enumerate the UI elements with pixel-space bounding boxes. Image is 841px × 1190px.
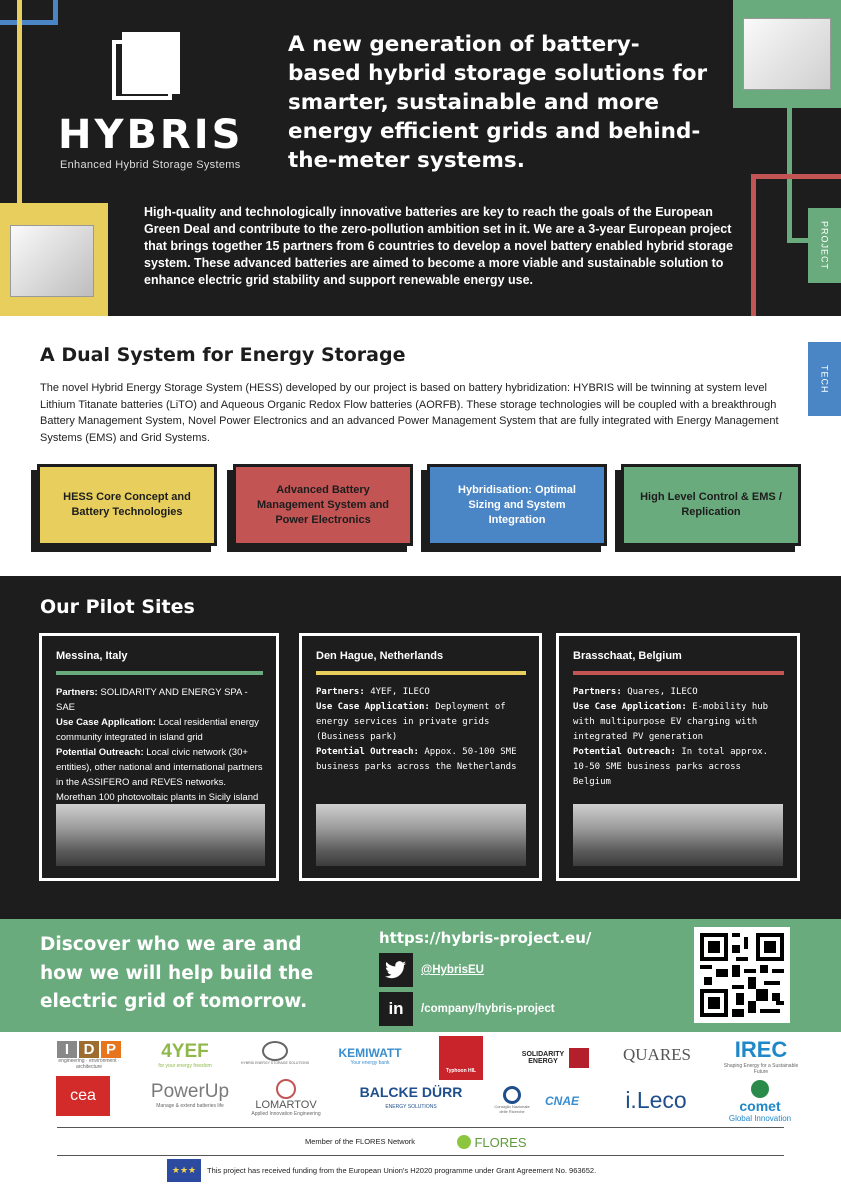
pilots-title: Our Pilot Sites xyxy=(40,596,195,618)
partners-divider-bottom xyxy=(57,1155,784,1156)
outreach-label: Potential Outreach: xyxy=(573,747,676,757)
outreach-value: In total approx. 10-50 SME business parks across Belgium xyxy=(573,747,769,787)
pilot-details xyxy=(316,685,526,775)
partner-logo-lomartov xyxy=(248,1074,324,1122)
partner-logo-cnr xyxy=(490,1080,534,1120)
card-high-level-control xyxy=(621,464,801,546)
partner-logo-ileco xyxy=(608,1084,704,1116)
tech-text: The novel Hybrid Energy Storage System (HESS) developed by our project is based on battery hybridization: HYBRIS will be twinning at system level Lithium Titanate batteries (LiTO) and Aqueous Organic Redox Flow batteries (AORFB). These storage technologies will be coupled with a breakthrough Battery Management System, Novel Power Electronics and an advanced Power Management System that are fully integrated with Energy Management Systems (EMS) and Grid Systems. xyxy=(40,382,779,444)
partners-value: Quares, ILECO xyxy=(627,687,698,697)
partner-name: Typhoon HIL xyxy=(445,1068,477,1074)
hybrid-logo-icon xyxy=(262,1041,288,1061)
pilot-details xyxy=(573,685,784,790)
partner-logo-powerup xyxy=(142,1078,238,1112)
outreach-label: Potential Outreach: xyxy=(316,747,419,757)
partner-subtitle: Shaping Energy for a Sustainable Future xyxy=(723,1063,799,1075)
card-label: HESS Core Concept and Battery Technologies xyxy=(63,491,191,518)
linkedin-handle: /company/hybris-project xyxy=(421,1003,555,1015)
cta-text: Discover who we are and how we will help build the electric grid of tomorrow. xyxy=(40,934,314,1012)
pilot-name: Den Hague, Netherlands xyxy=(316,650,444,662)
partners-label: Partners: xyxy=(56,687,98,698)
partner-logo-hybrid-energy xyxy=(236,1036,314,1070)
partner-logo-comet xyxy=(724,1078,796,1124)
partner-subtitle: Your energy bank xyxy=(350,1060,390,1066)
partner-name: HYBRID ENERGY STORAGE SOLUTIONS xyxy=(240,1061,310,1065)
logo-square-fill xyxy=(122,32,180,94)
brand-name: HYBRIS xyxy=(58,112,244,158)
cnr-logo-icon xyxy=(503,1086,521,1104)
twitter-link[interactable] xyxy=(379,953,484,987)
partner-logo-quares xyxy=(621,1042,693,1068)
lomartov-logo-icon xyxy=(276,1079,296,1099)
battery-image-top xyxy=(733,0,841,108)
partner-name: comet xyxy=(739,1097,781,1114)
hero-section xyxy=(0,0,841,316)
partners-label: Partners: xyxy=(573,687,622,697)
card-label: Hybridisation: Optimal Sizing and System Integration xyxy=(458,483,576,526)
website-link[interactable]: https://hybris-project.eu/ xyxy=(379,929,592,947)
partners-value: 4YEF, ILECO xyxy=(370,687,430,697)
pilot-name: Messina, Italy xyxy=(56,650,128,662)
partner-logo-balcke-durr xyxy=(356,1082,466,1118)
partners-value: SOLIDARITY AND ENERGY SPA - SAE xyxy=(56,687,248,713)
twitter-icon xyxy=(379,953,413,987)
outreach-label: Potential Outreach: xyxy=(56,747,144,758)
flores-member-text: Member of the FLORES Network xyxy=(305,1137,416,1146)
partner-name: SOLIDARITY ENERGY xyxy=(521,1051,565,1065)
pilot-color-bar xyxy=(56,671,263,675)
decor-line-green-h xyxy=(787,238,809,243)
use-case-value: Deployment of energy services in private grids (Business park) xyxy=(316,702,506,742)
tab-project-label: PROJECT xyxy=(819,220,830,270)
pilot-color-bar xyxy=(316,671,526,675)
flores-name: FLORES xyxy=(474,1134,527,1150)
linkedin-link[interactable] xyxy=(379,992,555,1026)
pilot-name: Brasschaat, Belgium xyxy=(573,650,682,662)
use-case-label: Use Case Application: xyxy=(316,702,430,712)
partners-divider-top xyxy=(57,1127,784,1128)
partner-logo-cea xyxy=(56,1076,110,1116)
outreach-value: Local civic network (30+ entities), other national and international partners in the ASSIFERO and REVES networks. Morethan 100 photovoltaic plants in Sicily island xyxy=(56,747,263,803)
idp-letter-d: D xyxy=(79,1041,99,1058)
pilot-card-den-hague xyxy=(299,633,542,881)
card-label: High Level Control & EMS / Replication xyxy=(640,491,782,518)
flores-logo xyxy=(446,1130,538,1154)
hero-title: A new generation of battery-based hybrid storage solutions for smarter, sustainable and more energy efficient grids and behind-the-meter systems. xyxy=(288,32,708,173)
tab-tech-label: TECH xyxy=(819,364,830,394)
partner-logo-irec xyxy=(720,1037,802,1075)
funding-text: This project has received funding from the European Union's H2020 programme under Grant Agreement No. 963652. xyxy=(207,1166,597,1175)
pilot-color-bar xyxy=(573,671,784,675)
cta-section xyxy=(0,919,841,1032)
partner-subtitle: for your energy freedom xyxy=(158,1063,212,1069)
pilot-photo xyxy=(316,804,526,866)
solidarity-logo-icon xyxy=(569,1048,589,1068)
use-case-label: Use Case Application: xyxy=(573,702,687,712)
decor-line-red xyxy=(751,174,841,179)
partner-name: 4YEF xyxy=(161,1041,209,1062)
use-case-label: Use Case Application: xyxy=(56,717,156,728)
qr-code[interactable] xyxy=(694,927,790,1023)
partner-name: BALCKE DÜRR xyxy=(359,1084,463,1100)
linkedin-icon: in xyxy=(379,992,413,1026)
pilot-details xyxy=(56,685,263,820)
use-case-value: E-mobility hub with multipurpose EV charging with integrated PV generation xyxy=(573,702,769,742)
hero-text: High-quality and technologically innovative batteries are key to reach the goals of the European Green Deal and contribute to the zero-pollution ambition set in it. We are a 3-year European project that brings together 15 partners from 6 countries to develop a novel battery enabled hybrid storage system. These advanced batteries are aimed to become a more viable and sustainable solution to enhance electric grid stability and support renewable energy use. xyxy=(144,205,734,287)
brand-tagline: Enhanced Hybrid Storage Systems xyxy=(60,159,241,171)
partner-subtitle: Applied Innovation Engineering xyxy=(251,1111,321,1117)
eu-flag-icon: ★★★ xyxy=(167,1159,201,1182)
partner-name: QUARES xyxy=(622,1045,691,1064)
partner-subtitle: Global Innovation xyxy=(728,1113,792,1123)
partner-logo-typhoon xyxy=(439,1036,483,1080)
pilot-card-messina xyxy=(39,633,279,881)
partner-logo-idp xyxy=(55,1040,123,1070)
decor-line-red-vertical xyxy=(751,174,756,316)
idp-letter-i: I xyxy=(57,1041,77,1058)
partner-logo-4yef xyxy=(150,1040,220,1070)
use-case-value: Local residential energy community integrated in island grid xyxy=(56,717,259,743)
qr-code-image xyxy=(700,933,784,1017)
decor-line-yellow xyxy=(17,0,22,206)
pilots-section xyxy=(0,576,841,919)
partner-name: CNAE xyxy=(544,1094,579,1108)
twitter-handle: @HybrisEU xyxy=(421,964,484,976)
pilot-photo xyxy=(56,804,265,866)
partner-name: KEMIWATT xyxy=(338,1046,402,1060)
idp-letter-p: P xyxy=(101,1041,121,1058)
tab-tech[interactable] xyxy=(808,342,841,416)
comet-logo-icon xyxy=(751,1080,769,1098)
card-battery-management xyxy=(233,464,413,546)
flores-logo-icon xyxy=(457,1135,471,1149)
card-hybridisation xyxy=(427,464,607,546)
partner-name: Consiglio Nazionale delle Ricerche xyxy=(494,1104,530,1114)
decor-line-blue xyxy=(0,20,58,25)
tech-title: A Dual System for Energy Storage xyxy=(40,344,406,366)
pilot-photo xyxy=(573,804,783,866)
pilot-card-brasschaat xyxy=(556,633,800,881)
outreach-value: Appox. 50-100 SME business parks across the Netherlands xyxy=(316,747,517,772)
partner-subtitle: ENERGY SOLUTIONS xyxy=(385,1104,437,1110)
partner-logo-solidarity xyxy=(515,1044,595,1072)
partner-name: LOMARTOV xyxy=(255,1099,317,1111)
partner-name: PowerUp xyxy=(150,1081,230,1102)
decor-line-blue-vertical xyxy=(53,0,58,25)
card-label: Advanced Battery Management System and Power Electronics xyxy=(256,483,390,526)
partner-subtitle: Manage & extend batteries life xyxy=(156,1103,224,1109)
partners-label: Partners: xyxy=(316,687,365,697)
card-hess-core xyxy=(37,464,217,546)
partner-name: i.Leco xyxy=(625,1086,687,1113)
battery-image-left xyxy=(0,203,108,316)
partner-logo-kemiwatt xyxy=(326,1042,414,1070)
partner-name: IREC xyxy=(734,1037,788,1062)
partner-name: cea xyxy=(70,1087,96,1104)
partner-logo-cnae xyxy=(540,1088,584,1114)
partner-subtitle: engineering · environment · architecture xyxy=(58,1057,120,1070)
tab-project[interactable] xyxy=(808,208,841,283)
